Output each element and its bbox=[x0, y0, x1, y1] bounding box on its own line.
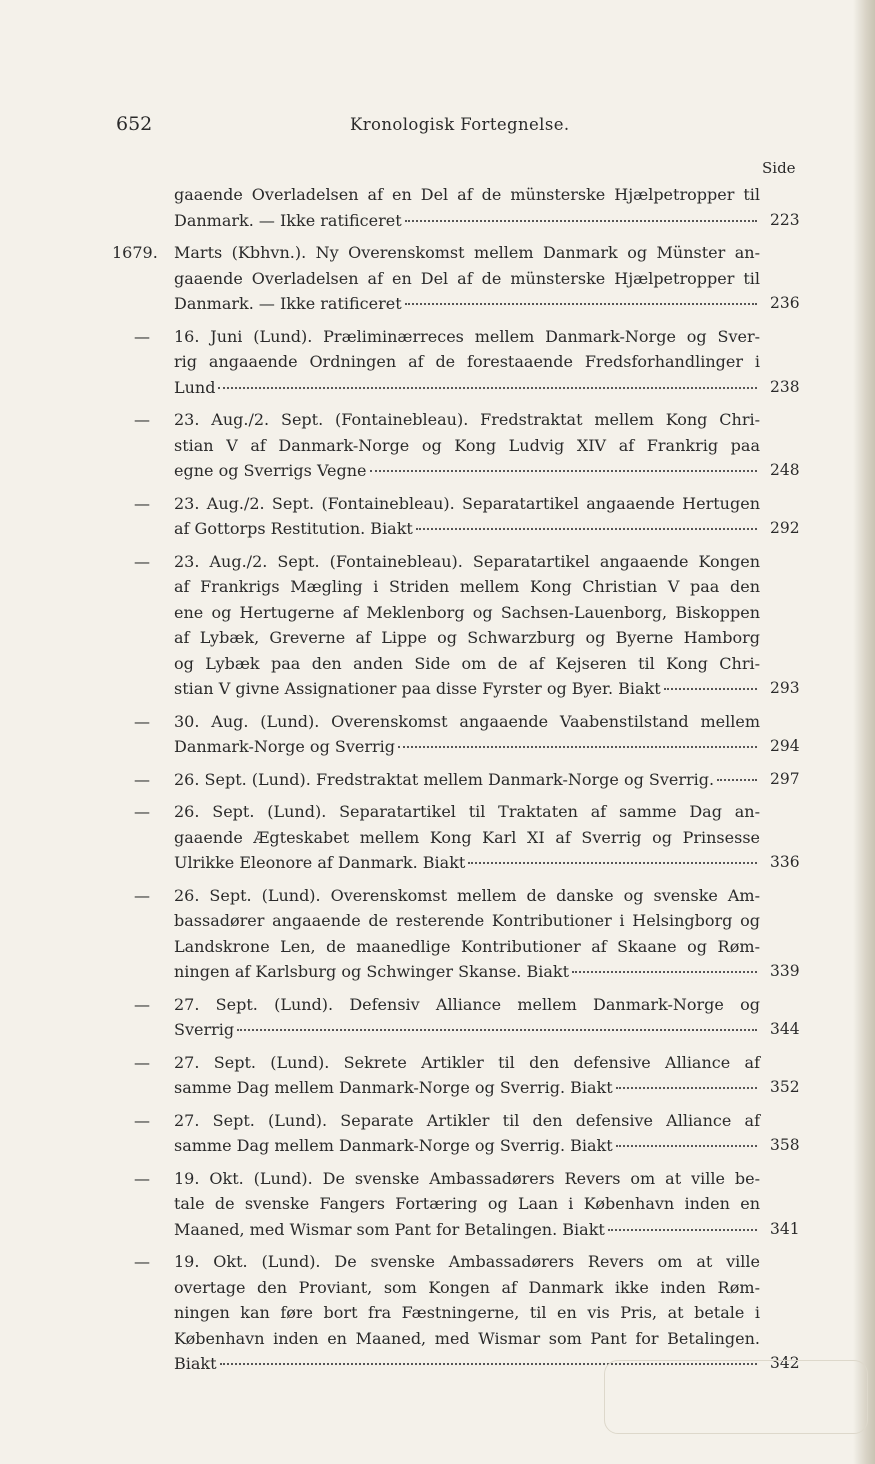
entry bbox=[0, 992, 875, 1043]
entry-line: af Gottorps Restitution. Biakt bbox=[174, 519, 413, 538]
entry-page-ref: 236 bbox=[770, 294, 800, 312]
entry-last-line bbox=[174, 375, 760, 401]
entry-text bbox=[174, 799, 760, 876]
entry bbox=[0, 1249, 875, 1377]
entry-line: 23. Aug./2. Sept. (Fontainebleau). Separatartikel angaaende Kongen bbox=[174, 551, 760, 571]
entry-line: af Frankrigs Mægling i Striden mellem Kong Christian V paa den bbox=[174, 577, 760, 596]
entry-line: 19. Okt. (Lund). De svenske Ambassadørers Revers om at ville bbox=[174, 1252, 760, 1271]
entry-page-ref: 352 bbox=[770, 1078, 800, 1096]
entry-page-ref: 292 bbox=[770, 519, 800, 537]
entry bbox=[0, 549, 875, 702]
entry-last-line bbox=[174, 1075, 760, 1101]
entry bbox=[0, 883, 875, 985]
entry-line: 19. Okt. (Lund). De svenske Ambassadørers Revers om at ville be- bbox=[174, 1168, 760, 1188]
entry-line: stian V af Danmark-Norge og Kong Ludvig XIV af Frankrig paa bbox=[174, 435, 760, 455]
entry-last-line bbox=[174, 850, 760, 876]
dot-leader bbox=[398, 746, 757, 748]
entry-text bbox=[174, 767, 760, 793]
entry-text bbox=[174, 324, 760, 401]
entry-line: Maaned, med Wismar som Pant for Betalingen. Biakt bbox=[174, 1219, 605, 1239]
dot-leader bbox=[405, 303, 757, 305]
entry-line: egne og Sverrigs Vegne bbox=[174, 461, 367, 480]
entry bbox=[0, 240, 875, 317]
entry bbox=[0, 407, 875, 484]
entry-line: 23. Aug./2. Sept. (Fontainebleau). Fredstraktat mellem Kong Chri- bbox=[174, 410, 760, 429]
entry-text bbox=[174, 1050, 760, 1101]
entry-line: Biakt bbox=[174, 1354, 217, 1373]
entry-line: Landskrone Len, de maanedlige Kontributioner af Skaane og Røm- bbox=[174, 936, 760, 956]
entry-date: — bbox=[134, 711, 150, 731]
entry-line: 26. Sept. (Lund). Separatartikel til Traktaten af samme Dag an- bbox=[174, 802, 760, 821]
entry bbox=[0, 1166, 875, 1243]
entry-last-line bbox=[174, 1017, 760, 1043]
entry-text bbox=[174, 407, 760, 484]
dot-leader bbox=[468, 862, 757, 864]
entry-date: 1679. bbox=[112, 243, 158, 262]
entry-line: 16. Juni (Lund). Præliminærreces mellem Danmark-Norge og Sver- bbox=[174, 326, 760, 346]
entry-text bbox=[174, 992, 760, 1043]
entry-line: 26. Sept. (Lund). Overenskomst mellem de danske og svenske Am- bbox=[174, 885, 760, 905]
page-header bbox=[0, 113, 875, 141]
entry-page-ref: 358 bbox=[770, 1136, 800, 1154]
dot-leader bbox=[717, 779, 757, 781]
entry-date: — bbox=[134, 1252, 150, 1271]
entry bbox=[0, 1108, 875, 1159]
entry-date: — bbox=[134, 885, 150, 905]
entry-date: — bbox=[134, 1052, 150, 1072]
entry-line: rig angaaende Ordningen af de forestaaende Fredsforhandlinger i bbox=[174, 352, 760, 371]
entry-line: Danmark. — Ikke ratificeret bbox=[174, 294, 402, 313]
side-column-label: Side bbox=[762, 159, 796, 177]
dot-leader bbox=[416, 528, 757, 530]
entry-date: — bbox=[134, 1168, 150, 1188]
dot-leader bbox=[405, 220, 757, 222]
entry bbox=[0, 799, 875, 876]
entry-line: af Lybæk, Greverne af Lippe og Schwarzburg og Byerne Hamborg bbox=[174, 628, 760, 647]
entry-line: ene og Hertugerne af Meklenborg og Sachsen-Lauenborg, Biskoppen bbox=[174, 602, 760, 622]
entry-last-line bbox=[174, 1133, 760, 1159]
entry bbox=[0, 709, 875, 760]
entry bbox=[0, 182, 875, 233]
entry-date: — bbox=[134, 769, 150, 789]
entry-line: gaaende Ægteskabet mellem Kong Karl XI af Sverrig og Prinsesse bbox=[174, 827, 760, 847]
entry-line: Danmark. — Ikke ratificeret bbox=[174, 210, 402, 230]
entry-last-line bbox=[174, 208, 760, 234]
entry-page-ref: 248 bbox=[770, 461, 800, 479]
entry-text bbox=[174, 491, 760, 542]
entry bbox=[0, 1050, 875, 1101]
entry-last-line bbox=[174, 767, 760, 793]
entry-date: — bbox=[134, 551, 150, 571]
running-title: Kronologisk Fortegnelse. bbox=[350, 115, 570, 134]
entry-page-ref: 341 bbox=[770, 1219, 800, 1238]
page-number: 652 bbox=[116, 113, 153, 135]
entry-line: samme Dag mellem Danmark-Norge og Sverrig. Biakt bbox=[174, 1136, 613, 1155]
dot-leader bbox=[616, 1145, 757, 1147]
entry-last-line bbox=[174, 458, 760, 484]
entry-text bbox=[174, 1249, 760, 1377]
entry-line: Lund bbox=[174, 377, 216, 397]
entry-text bbox=[174, 182, 760, 233]
paper-stain bbox=[604, 1360, 868, 1434]
entry-line: overtage den Proviant, som Kongen af Danmark ikke inden Røm- bbox=[174, 1277, 760, 1297]
entry-page-ref: 339 bbox=[770, 962, 800, 980]
dot-leader bbox=[572, 971, 757, 973]
entry-line: Sverrig bbox=[174, 1020, 235, 1039]
entry-page-ref: 297 bbox=[770, 769, 800, 788]
entry-page-ref: 344 bbox=[770, 1020, 800, 1038]
entry-line: Ulrikke Eleonore af Danmark. Biakt bbox=[174, 853, 466, 872]
entry-text bbox=[174, 1108, 760, 1159]
entry-text bbox=[174, 549, 760, 702]
entry-line: gaaende Overladelsen af en Del af de münsterske Hjælpetropper til bbox=[174, 268, 760, 288]
entry-last-line bbox=[174, 676, 760, 702]
dot-leader bbox=[664, 688, 757, 690]
entry-page-ref: 294 bbox=[770, 737, 800, 755]
entry bbox=[0, 491, 875, 542]
page-edge-shadow bbox=[853, 0, 875, 1464]
entry-last-line bbox=[174, 734, 760, 760]
entry-line: tale de svenske Fangers Fortæring og Laan i København inden en bbox=[174, 1194, 760, 1213]
chronological-entry-list bbox=[0, 182, 875, 1384]
entry-line: Marts (Kbhvn.). Ny Overenskomst mellem Danmark og Münster an- bbox=[174, 243, 760, 262]
entry-text bbox=[174, 883, 760, 985]
entry-page-ref: 223 bbox=[770, 210, 800, 229]
entry-last-line bbox=[174, 291, 760, 317]
entry-last-line bbox=[174, 959, 760, 985]
entry-line: ningen kan føre bort fra Fæstningerne, til en vis Pris, at betale i bbox=[174, 1303, 760, 1322]
entry-last-line bbox=[174, 516, 760, 542]
entry-line: og Lybæk paa den anden Side om de af Kejseren til Kong Chri- bbox=[174, 653, 760, 673]
entry-line: samme Dag mellem Danmark-Norge og Sverrig. Biakt bbox=[174, 1078, 613, 1097]
dot-leader bbox=[616, 1087, 757, 1089]
entry-page-ref: 238 bbox=[770, 377, 800, 396]
entry-text bbox=[174, 1166, 760, 1243]
entry-line: København inden en Maaned, med Wismar som Pant for Betalingen. bbox=[174, 1328, 760, 1348]
entry-line: Danmark-Norge og Sverrig bbox=[174, 737, 396, 756]
entry-line: 27. Sept. (Lund). Defensiv Alliance mellem Danmark-Norge og bbox=[174, 994, 760, 1014]
entry-line: 27. Sept. (Lund). Separate Artikler til den defensive Alliance af bbox=[174, 1110, 760, 1130]
entry-page-ref: 342 bbox=[770, 1354, 800, 1372]
entry-line: 30. Aug. (Lund). Overenskomst angaaende Vaabenstilstand mellem bbox=[174, 711, 760, 731]
entry-date: — bbox=[134, 1110, 150, 1130]
entry-line: stian V givne Assignationer paa disse Fyrster og Byer. Biakt bbox=[174, 679, 661, 698]
entry-last-line bbox=[174, 1217, 760, 1243]
entry-line: gaaende Overladelsen af en Del af de münsterske Hjælpetropper til bbox=[174, 185, 760, 204]
entry-text bbox=[174, 240, 760, 317]
entry-date: — bbox=[134, 802, 150, 821]
dot-leader bbox=[370, 470, 757, 472]
entry-page-ref: 293 bbox=[770, 679, 800, 697]
entry-page-ref: 336 bbox=[770, 853, 800, 871]
entry-line: bassadører angaaende de resterende Kontributioner i Helsingborg og bbox=[174, 911, 760, 930]
dot-leader bbox=[608, 1229, 757, 1231]
entry bbox=[0, 767, 875, 793]
entry-line: 26. Sept. (Lund). Fredstraktat mellem Danmark-Norge og Sverrig. bbox=[174, 769, 715, 789]
entry-date: — bbox=[134, 326, 150, 346]
dot-leader bbox=[218, 387, 757, 389]
dot-leader bbox=[237, 1029, 757, 1031]
entry-date: — bbox=[134, 493, 150, 513]
entry-line: 23. Aug./2. Sept. (Fontainebleau). Separatartikel angaaende Hertugen bbox=[174, 493, 760, 513]
entry-text bbox=[174, 709, 760, 760]
entry-date: — bbox=[134, 410, 150, 429]
entry-line: 27. Sept. (Lund). Sekrete Artikler til den defensive Alliance af bbox=[174, 1052, 760, 1072]
entry-line: ningen af Karlsburg og Schwinger Skanse. Biakt bbox=[174, 962, 570, 981]
entry bbox=[0, 324, 875, 401]
entry-date: — bbox=[134, 994, 150, 1014]
